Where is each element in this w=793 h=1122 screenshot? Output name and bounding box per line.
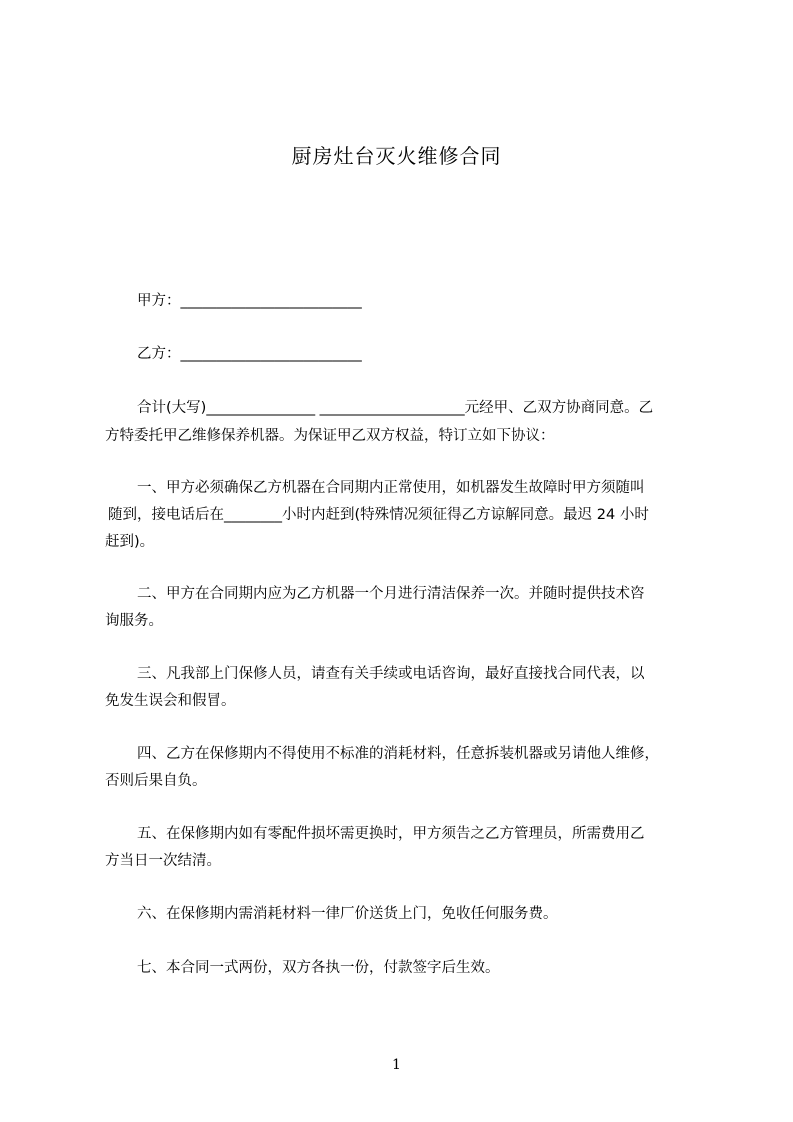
clause-1-line-3: 赶到)。 bbox=[105, 534, 155, 550]
clause-4-line-1: 四、乙方在保修期内不得使用不标准的消耗材料，任意拆装机器或另请他人维修， bbox=[137, 746, 659, 762]
document-title: 厨房灶台灭火维修合同 bbox=[291, 144, 502, 168]
clause-6-line-1: 六、在保修期内需消耗材料一律厂价送货上门，免收任何服务费。 bbox=[137, 906, 558, 922]
clause-5-line-1: 五、在保修期内如有零配件损坏需更换时，甲方须告之乙方管理员，所需费用乙 bbox=[137, 826, 645, 842]
clause-5-line-2: 方当日一次结清。 bbox=[105, 853, 221, 869]
clause-2-line-1: 二、甲方在合同期内应为乙方机器一个月进行清洁保养一次。并随时提供技术咨 bbox=[137, 586, 645, 602]
clause-2-line-2: 询服务。 bbox=[105, 613, 163, 629]
party-b-line: 乙方：_________________________ bbox=[137, 346, 362, 362]
amount-line-1: 合计(大写)_______________ ____________________元经甲、乙双方协商同意。乙 bbox=[137, 400, 654, 416]
clause-1-line-2: 随到，接电话后在________小时内赶到(特殊情况须征得乙方谅解同意。最迟 24 小时 bbox=[108, 507, 649, 523]
party-a-line: 甲方：_________________________ bbox=[137, 293, 362, 309]
clause-3-line-1: 三、凡我部上门保修人员，请查有关手续或电话咨询，最好直接找合同代表，以 bbox=[137, 666, 645, 682]
clause-1-line-1: 一、甲方必须确保乙方机器在合同期内正常使用，如机器发生故障时甲方须随叫 bbox=[137, 480, 645, 496]
clause-4-line-2: 否则后果自负。 bbox=[105, 773, 207, 789]
clause-7-line-1: 七、本合同一式两份，双方各执一份，付款签字后生效。 bbox=[137, 960, 500, 976]
clause-3-line-2: 免发生误会和假冒。 bbox=[105, 693, 236, 709]
amount-line-2: 方特委托甲乙维修保养机器。为保证甲乙双方权益，特订立如下协议： bbox=[105, 428, 555, 444]
page-number: 1 bbox=[392, 1057, 401, 1073]
